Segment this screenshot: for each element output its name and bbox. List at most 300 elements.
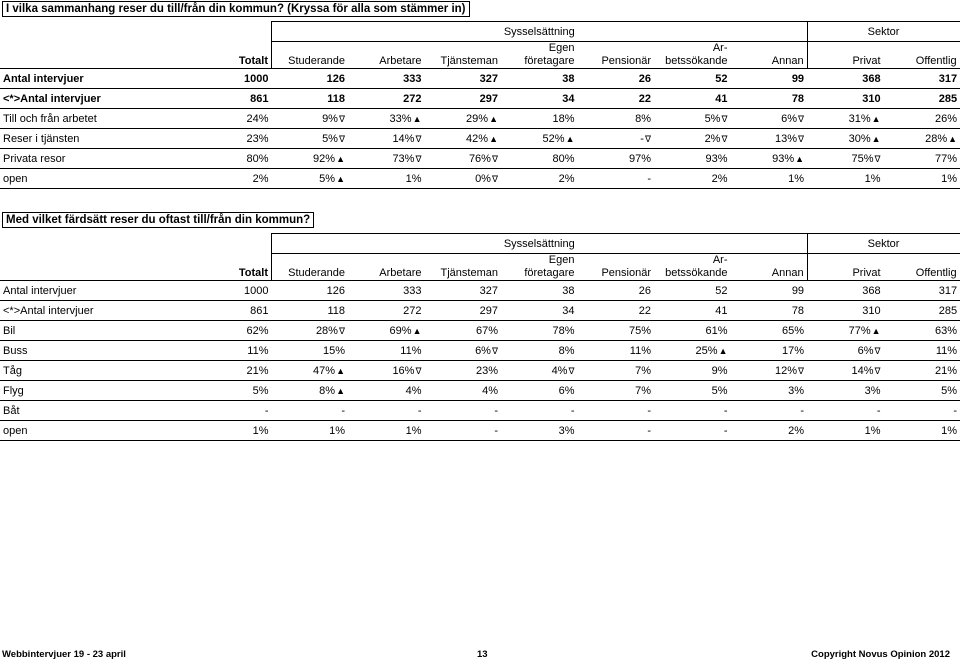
significance-down-icon: ∇: [491, 173, 498, 184]
table-cell: [731, 149, 808, 169]
cell-value: 1%: [329, 424, 345, 437]
table-cell: [884, 361, 960, 381]
cell-value: 77%: [935, 152, 958, 165]
cell-value: 1%: [864, 172, 881, 185]
significance-up-icon: ▲: [336, 173, 345, 184]
cell-value: 61%: [705, 324, 728, 337]
cell-value: 22: [638, 92, 651, 105]
cell-value: 15%: [322, 344, 345, 357]
cell-value: 23%: [475, 364, 498, 377]
cell-value: 93%: [772, 152, 795, 165]
significance-up-icon: ▲: [871, 133, 881, 144]
column-header: Annan: [731, 254, 808, 281]
cell-value: 5%: [252, 384, 269, 397]
table-cell: [348, 301, 425, 321]
cell-value: -: [647, 424, 651, 437]
cell-value: 18%: [552, 112, 575, 125]
table-cell: [884, 321, 960, 341]
significance-down-icon: ∇: [338, 325, 345, 336]
significance-up-icon: ▲: [489, 113, 498, 124]
table-row: [0, 361, 960, 381]
row-label: open: [0, 421, 195, 441]
cell-value: 1%: [405, 424, 422, 437]
significance-up-icon: ▲: [871, 113, 881, 124]
table-cell: [578, 401, 655, 421]
cell-value: 77%: [848, 324, 871, 337]
table-cell: [195, 421, 272, 441]
group-header-row: [0, 234, 960, 254]
table-cell: [578, 421, 655, 441]
cell-value: -: [647, 404, 651, 417]
table-cell: [807, 109, 884, 129]
cell-value: 126: [326, 284, 345, 297]
cell-value: 23%: [246, 132, 269, 145]
table-cell: [578, 301, 655, 321]
table-cell: [654, 341, 731, 361]
row-label: Tåg: [0, 361, 195, 381]
column-header-row: [0, 254, 960, 281]
cell-value: 31%: [848, 112, 871, 125]
cell-value: 78: [791, 92, 805, 105]
cell-value: 5%: [941, 384, 958, 397]
cell-value: 80%: [552, 152, 575, 165]
footer-left: Webbintervjuer 19 - 23 april: [2, 649, 126, 660]
significance-down-icon: ∇: [721, 133, 728, 144]
table-cell: [501, 341, 578, 361]
table-cell: [501, 401, 578, 421]
table-cell: [501, 69, 578, 89]
cell-value: 2%: [704, 132, 721, 145]
table-cell: [807, 321, 884, 341]
cell-value: 62%: [246, 324, 269, 337]
table-cell: [654, 401, 731, 421]
cell-value: 5%: [704, 112, 721, 125]
table-cell: [884, 421, 960, 441]
table-cell: [272, 381, 349, 401]
group-header-empty: [0, 22, 272, 42]
cell-value: 69%: [389, 324, 412, 337]
significance-down-icon: ∇: [721, 113, 728, 124]
cell-value: 26: [638, 72, 651, 85]
question-1-title: I vilka sammanhang reser du till/från din kommun? (Kryssa för alla som stämmer in): [2, 1, 470, 17]
table-cell: [272, 149, 349, 169]
cell-value: 76%: [468, 152, 491, 165]
significance-down-icon: ∇: [798, 365, 805, 376]
table-cell: [654, 129, 731, 149]
cell-value: 9%: [711, 364, 728, 377]
significance-down-icon: ∇: [491, 345, 498, 356]
cell-value: 126: [326, 72, 345, 85]
cell-value: 30%: [848, 132, 871, 145]
table-cell: [195, 321, 272, 341]
table-cell: [731, 69, 808, 89]
table-cell: [425, 381, 502, 401]
cell-value: 327: [479, 284, 498, 297]
table-cell: [578, 381, 655, 401]
cell-value: 41: [715, 304, 728, 317]
cell-value: 7%: [635, 364, 651, 377]
cell-value: 8%: [319, 384, 336, 397]
significance-up-icon: ▲: [336, 385, 345, 396]
table-cell: [425, 401, 502, 421]
cell-value: 75%: [628, 324, 651, 337]
cell-value: 310: [862, 304, 881, 317]
table-cell: [884, 129, 960, 149]
significance-up-icon: ▲: [412, 325, 422, 336]
cell-value: 285: [938, 304, 958, 317]
row-label: Buss: [0, 341, 195, 361]
cell-value: 1%: [941, 172, 958, 185]
table-row: [0, 381, 960, 401]
cell-value: -: [494, 424, 498, 437]
table-row: [0, 281, 960, 301]
cell-value: 11%: [629, 344, 651, 357]
cell-value: 3%: [558, 424, 575, 437]
table-cell: [807, 401, 884, 421]
cell-value: 67%: [475, 324, 498, 337]
table-cell: [348, 69, 425, 89]
cell-value: 1%: [788, 172, 805, 185]
cell-value: -: [800, 404, 805, 417]
cell-value: 78: [791, 304, 805, 317]
row-label: open: [0, 169, 195, 189]
row-label: Till och från arbetet: [0, 109, 195, 129]
significance-up-icon: ▲: [565, 133, 575, 144]
table-cell: [501, 169, 578, 189]
significance-down-icon: ∇: [415, 133, 422, 144]
footer-copyright: Copyright Novus Opinion 2012: [811, 649, 950, 660]
table-cell: [578, 281, 655, 301]
cell-value: 6%: [857, 344, 874, 357]
group-header-empty: [0, 234, 272, 254]
cell-value: 333: [403, 284, 422, 297]
cell-value: 16%: [392, 364, 415, 377]
table-cell: [578, 361, 655, 381]
cell-value: 17%: [782, 344, 805, 357]
table-cell: [425, 169, 502, 189]
table-cell: [654, 361, 731, 381]
table-cell: [425, 361, 502, 381]
table-cell: [654, 169, 731, 189]
table-cell: [807, 69, 884, 89]
table-cell: [731, 301, 808, 321]
group-header-sektor: Sektor: [807, 234, 960, 254]
table-cell: [272, 129, 349, 149]
cell-value: 34: [562, 92, 575, 105]
cell-value: 33%: [389, 112, 412, 125]
cell-value: -: [876, 404, 881, 417]
significance-up-icon: ▲: [871, 325, 881, 336]
table-cell: [348, 129, 425, 149]
cell-value: 6%: [558, 384, 575, 397]
row-label: Bil: [0, 321, 195, 341]
table-cell: [501, 361, 578, 381]
table-row: [0, 69, 960, 89]
table-cell: [501, 281, 578, 301]
cell-value: -: [640, 132, 644, 145]
table-cell: [195, 69, 272, 89]
cell-value: 3%: [864, 384, 881, 397]
table-cell: [654, 281, 731, 301]
table-cell: [272, 341, 349, 361]
row-label: Antal intervjuer: [0, 69, 195, 89]
cell-value: 14%: [851, 364, 874, 377]
significance-down-icon: ∇: [415, 153, 422, 164]
table-row: [0, 169, 960, 189]
table-cell: [195, 149, 272, 169]
cell-value: 78%: [552, 324, 575, 337]
table-cell: [272, 401, 349, 421]
column-header: Egen företagare: [501, 42, 578, 69]
cell-value: 333: [403, 72, 422, 85]
cell-value: 93%: [705, 152, 728, 165]
cell-value: 272: [403, 304, 422, 317]
table-cell: [272, 169, 349, 189]
cell-value: 26%: [935, 112, 958, 125]
cell-value: -: [570, 404, 575, 417]
column-header: Totalt: [195, 42, 272, 69]
table-cell: [272, 361, 349, 381]
row-label: Flyg: [0, 381, 195, 401]
row-label: Båt: [0, 401, 195, 421]
table-cell: [731, 361, 808, 381]
cell-value: 34: [562, 304, 575, 317]
cell-value: 861: [250, 92, 269, 105]
table-cell: [654, 381, 731, 401]
table-cell: [731, 321, 808, 341]
table-cell: [348, 421, 425, 441]
table-cell: [807, 301, 884, 321]
cell-value: 310: [862, 92, 881, 105]
significance-up-icon: ▲: [336, 153, 345, 164]
table-cell: [884, 381, 960, 401]
cell-value: -: [723, 404, 728, 417]
table-cell: [578, 109, 655, 129]
cell-value: 1000: [244, 72, 269, 85]
table-cell: [501, 301, 578, 321]
cell-value: 2%: [252, 172, 269, 185]
cell-value: 118: [327, 304, 345, 317]
cell-value: 11%: [247, 344, 269, 357]
cell-value: 6%: [781, 112, 798, 125]
cell-value: 99: [791, 284, 805, 297]
cell-value: 1%: [405, 172, 422, 185]
table-cell: [195, 301, 272, 321]
cell-value: 21%: [246, 364, 269, 377]
table-cell: [884, 401, 960, 421]
cell-value: 11%: [935, 344, 958, 357]
table-cell: [348, 381, 425, 401]
significance-down-icon: ∇: [874, 365, 881, 376]
cell-value: -: [341, 404, 345, 417]
cell-value: 5%: [322, 132, 338, 145]
column-header-row: [0, 42, 960, 69]
column-header: Arbetare: [348, 42, 425, 69]
table-cell: [807, 361, 884, 381]
cell-value: 28%: [925, 132, 948, 145]
table-cell: [425, 341, 502, 361]
table-row: [0, 401, 960, 421]
significance-down-icon: ∇: [415, 365, 422, 376]
cell-value: 2%: [558, 172, 575, 185]
table-cell: [731, 401, 808, 421]
cell-value: 368: [862, 284, 881, 297]
cell-value: 4%: [482, 384, 498, 397]
table-cell: [272, 301, 349, 321]
column-header: Annan: [731, 42, 808, 69]
table-cell: [195, 89, 272, 109]
cell-value: 21%: [935, 364, 958, 377]
table-cell: [654, 109, 731, 129]
table-cell: [884, 109, 960, 129]
significance-up-icon: ▲: [718, 345, 728, 356]
table-cell: [348, 361, 425, 381]
cell-value: 26: [638, 284, 651, 297]
table-cell: [578, 69, 655, 89]
table-cell: [272, 69, 349, 89]
significance-down-icon: ∇: [644, 133, 651, 144]
table-cell: [195, 109, 272, 129]
cell-value: 285: [938, 92, 958, 105]
cell-value: 29%: [466, 112, 489, 125]
row-label: <*>Antal intervjuer: [0, 89, 195, 109]
group-header-sektor: Sektor: [807, 22, 960, 42]
table-cell: [272, 89, 349, 109]
table-cell: [884, 301, 960, 321]
column-header: Tjänsteman: [425, 42, 502, 69]
table-cell: [731, 129, 808, 149]
cell-value: 2%: [711, 172, 728, 185]
row-label: <*>Antal intervjuer: [0, 301, 195, 321]
table-cell: [195, 281, 272, 301]
table-cell: [578, 129, 655, 149]
table-cell: [425, 109, 502, 129]
table-cell: [578, 341, 655, 361]
table-cell: [501, 321, 578, 341]
column-header-empty: [0, 42, 195, 69]
significance-up-icon: ▲: [795, 153, 805, 164]
table-cell: [654, 421, 731, 441]
table-cell: [884, 89, 960, 109]
table-cell: [807, 129, 884, 149]
table-cell: [807, 341, 884, 361]
cell-value: 25%: [695, 344, 718, 357]
cell-value: 7%: [635, 384, 651, 397]
cell-value: 5%: [319, 172, 336, 185]
cell-value: -: [953, 404, 958, 417]
table-cell: [272, 281, 349, 301]
table-cell: [654, 301, 731, 321]
column-header: Egen företagare: [501, 254, 578, 281]
significance-down-icon: ∇: [798, 133, 805, 144]
cell-value: 92%: [313, 152, 336, 165]
table-row: [0, 129, 960, 149]
table-row: [0, 341, 960, 361]
table-cell: [807, 89, 884, 109]
table-row: [0, 321, 960, 341]
table-cell: [348, 169, 425, 189]
table-cell: [731, 281, 808, 301]
crosstab-table-2: [0, 233, 960, 441]
table-cell: [348, 89, 425, 109]
cell-value: 22: [638, 304, 651, 317]
significance-down-icon: ∇: [338, 113, 345, 124]
column-header: Offentlig: [884, 42, 960, 69]
table-cell: [807, 281, 884, 301]
significance-up-icon: ▲: [948, 133, 958, 144]
table-cell: [731, 169, 808, 189]
table-cell: [272, 421, 349, 441]
cell-value: 9%: [322, 112, 338, 125]
cell-value: 65%: [782, 324, 805, 337]
group-header-sysselsattning: Sysselsättning: [272, 22, 808, 42]
cell-value: 3%: [788, 384, 805, 397]
column-header: Ar- betssökande: [654, 42, 731, 69]
cell-value: 52: [715, 284, 728, 297]
table-cell: [195, 361, 272, 381]
cell-value: 4%: [551, 364, 568, 377]
cell-value: 272: [403, 92, 422, 105]
table-cell: [807, 381, 884, 401]
column-header: Studerande: [272, 42, 349, 69]
table-cell: [501, 89, 578, 109]
column-header: Privat: [807, 254, 884, 281]
table-cell: [578, 89, 655, 109]
table-cell: [654, 321, 731, 341]
column-header: Totalt: [195, 254, 272, 281]
cell-value: 317: [938, 72, 958, 85]
cell-value: 24%: [246, 112, 269, 125]
table-cell: [884, 149, 960, 169]
cell-value: -: [494, 404, 498, 417]
table-cell: [654, 149, 731, 169]
table-cell: [501, 109, 578, 129]
table-cell: [425, 89, 502, 109]
cell-value: 38: [562, 72, 575, 85]
cell-value: 14%: [392, 132, 415, 145]
table-cell: [807, 169, 884, 189]
table-cell: [195, 381, 272, 401]
significance-down-icon: ∇: [491, 153, 498, 164]
cell-value: 1%: [252, 424, 269, 437]
cell-value: 97%: [628, 152, 651, 165]
table-cell: [348, 109, 425, 129]
table-cell: [195, 169, 272, 189]
cell-value: 4%: [405, 384, 422, 397]
table-cell: [272, 321, 349, 341]
cell-value: 6%: [475, 344, 491, 357]
table-cell: [807, 421, 884, 441]
table-cell: [425, 421, 502, 441]
table-cell: [807, 149, 884, 169]
table-row: [0, 421, 960, 441]
cell-value: 28%: [315, 324, 338, 337]
table-cell: [731, 341, 808, 361]
significance-up-icon: ▲: [336, 365, 345, 376]
cell-value: 13%: [775, 132, 798, 145]
cell-value: -: [647, 172, 651, 185]
significance-down-icon: ∇: [874, 345, 881, 356]
table-cell: [884, 69, 960, 89]
cell-value: 368: [862, 72, 881, 85]
footer-page-number: 13: [477, 649, 488, 660]
cell-value: 47%: [313, 364, 336, 377]
table-cell: [195, 129, 272, 149]
table-cell: [501, 129, 578, 149]
cell-value: 52: [715, 72, 728, 85]
cell-value: 327: [479, 72, 498, 85]
table-cell: [501, 421, 578, 441]
